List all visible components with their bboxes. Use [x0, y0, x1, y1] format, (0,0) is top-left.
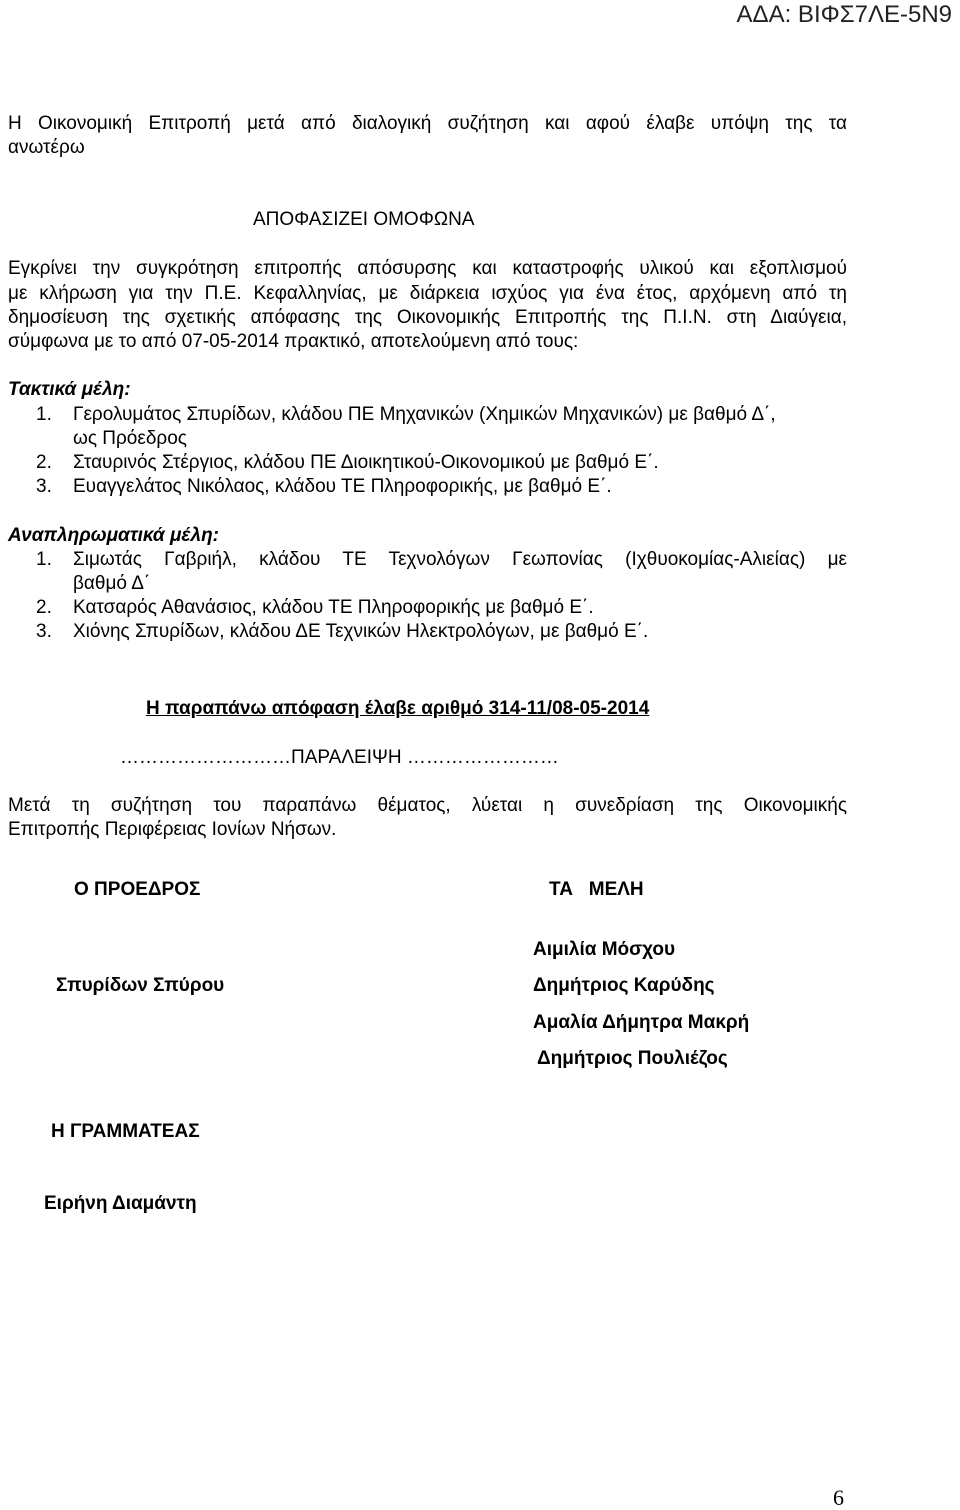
- list-item-number: 2.: [36, 597, 52, 618]
- approval-line-2: με κλήρωση για την Π.Ε. Κεφαλληνίας, με διάρκεια ισχύος για ένα έτος, αρχόμενη από τη: [8, 283, 847, 304]
- list-item-text: Κατσαρός Αθανάσιος, κλάδου ΤΕ Πληροφορικής με βαθμό Ε΄.: [73, 597, 594, 618]
- list-item: [0, 620, 960, 644]
- list-item: [0, 548, 960, 572]
- list-item-text: Σιμωτάς Γαβριήλ, κλάδου ΤΕ Τεχνολόγων Γεωπονίας (Ιχθυοκομίας-Αλιείας) με: [73, 549, 847, 570]
- secretary-name: Ειρήνη Διαμάντη: [44, 1193, 197, 1214]
- page-number: 6: [833, 1485, 844, 1510]
- list-item-number: 1.: [36, 549, 52, 570]
- members-title: ΤΑ ΜΕΛΗ: [549, 879, 644, 900]
- decision-number: Η παραπάνω απόφαση έλαβε αριθμό 314-11/08-05-2014: [146, 698, 650, 719]
- list-item-text: Χιόνης Σπυρίδων, κλάδου ΔΕ Τεχνικών Ηλεκτρολόγων, με βαθμό Ε΄.: [73, 621, 649, 642]
- list-item-continuation: ως Πρόεδρος: [73, 428, 187, 449]
- intro-line-1: Η Οικονομική Επιτροπή μετά από διαλογική συζήτηση και αφού έλαβε υπόψη της τα: [8, 113, 847, 134]
- list-item-text: Σταυρινός Στέργιος, κλάδου ΠΕ Διοικητικού-Οικονομικού με βαθμό Ε΄.: [73, 452, 659, 473]
- approval-line-1: Εγκρίνει την συγκρότηση επιτροπής απόσυρσης και καταστροφής υλικού και εξοπλισμού: [8, 258, 847, 279]
- list-item-text: Γερολυμάτος Σπυρίδων, κλάδου ΠΕ Μηχανικών (Χημικών Μηχανικών) με βαθμό Δ΄,: [73, 404, 776, 425]
- president-name: Σπυρίδων Σπύρου: [56, 975, 225, 996]
- list-item: [0, 475, 960, 499]
- list-item: [0, 596, 960, 620]
- intro-line-2: ανωτέρω: [8, 137, 85, 158]
- member-name: Αμαλία Δήμητρα Μακρή: [533, 1012, 750, 1033]
- member-name: Δημήτριος Πουλιέζος: [537, 1048, 728, 1069]
- closing-line-2: Επιτροπής Περιφέρειας Ιονίων Νήσων.: [8, 819, 337, 840]
- closing-line-1: Μετά τη συζήτηση του παραπάνω θέματος, λύεται η συνεδρίαση της Οικονομικής: [8, 795, 847, 816]
- list-item-text: Ευαγγελάτος Νικόλαος, κλάδου ΤΕ Πληροφορικής, με βαθμό Ε΄.: [73, 476, 612, 497]
- president-title: Ο ΠΡΟΕΔΡΟΣ: [74, 879, 201, 900]
- list-item: [0, 451, 960, 475]
- list-item-number: 2.: [36, 452, 52, 473]
- list-item-continuation: βαθμό Δ΄: [73, 573, 151, 594]
- approval-line-4: σύμφωνα με το από 07-05-2014 πρακτικό, αποτελούμενη από τους:: [8, 331, 579, 352]
- list-item: [0, 403, 960, 427]
- secretary-title: Η ΓΡΑΜΜΑΤΕΑΣ: [51, 1121, 200, 1142]
- decision-heading: ΑΠΟΦΑΣΙΖΕΙ ΟΜΟΦΩΝΑ: [253, 209, 475, 230]
- omission-marker: ………………………ΠΑΡΑΛΕΙΨΗ ……………………: [120, 747, 559, 768]
- list-item-number: 1.: [36, 404, 52, 425]
- ada-code: ΑΔΑ: ΒΙΦΣ7ΛΕ-5Ν9: [736, 1, 952, 28]
- list-item-number: 3.: [36, 621, 52, 642]
- member-name: Δημήτριος Καρύδης: [533, 975, 715, 996]
- member-name: Αιμιλία Μόσχου: [533, 939, 676, 960]
- alternate-members-heading: Αναπληρωματικά μέλη:: [8, 525, 220, 546]
- approval-line-3: δημοσίευση της σχετικής απόφασης της Οικονομικής Επιτροπής της Π.Ι.Ν. στη Διαύγεια,: [8, 307, 847, 328]
- list-item-number: 3.: [36, 476, 52, 497]
- regular-members-heading: Τακτικά μέλη:: [8, 379, 131, 400]
